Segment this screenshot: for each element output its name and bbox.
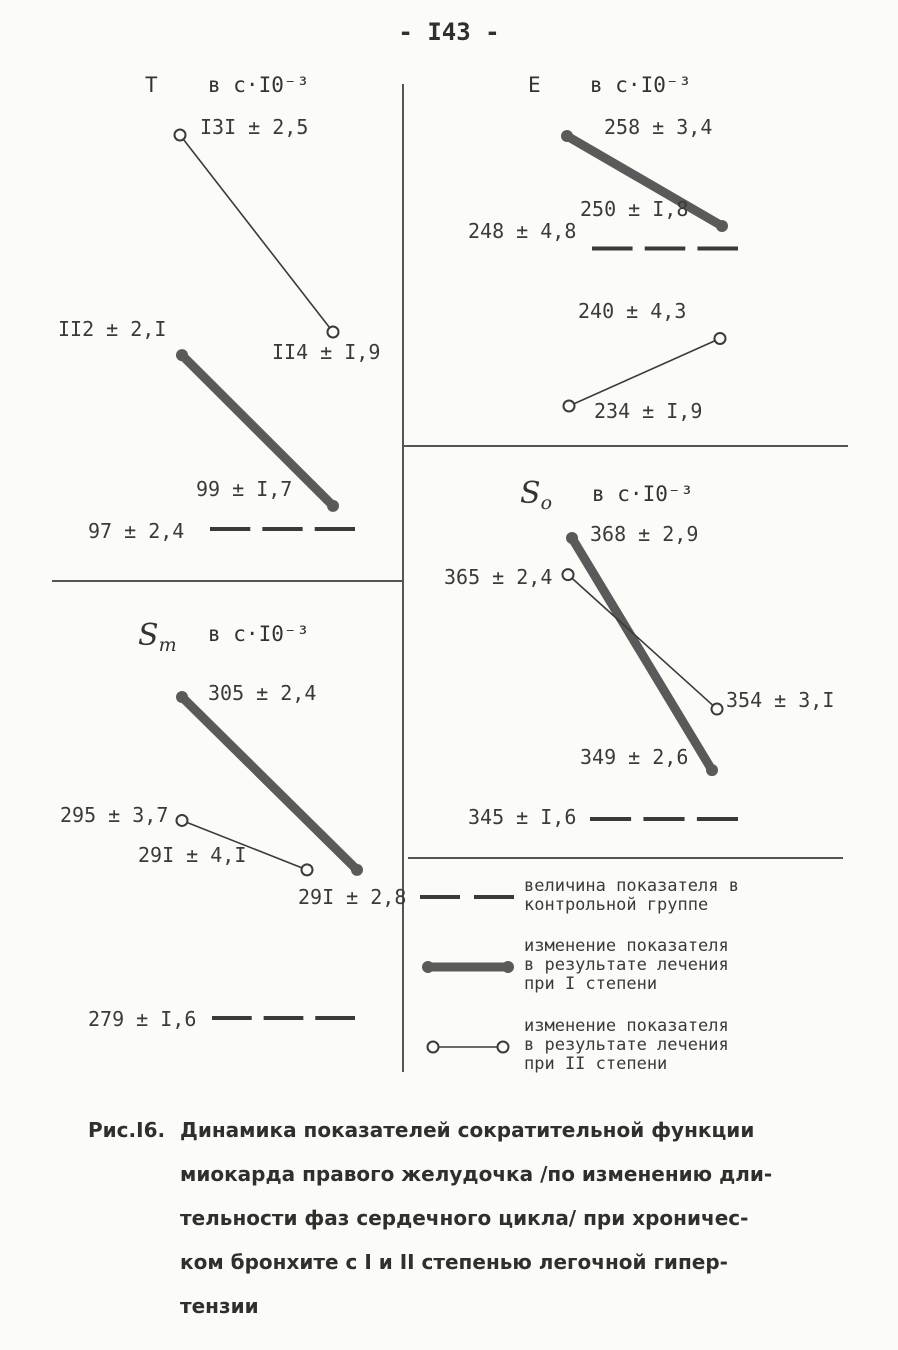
panel-t-unit: в с·I0⁻³ [208, 73, 310, 97]
t-degree1-end-label: 99 ± I,7 [196, 477, 293, 501]
so-degree2-line [568, 575, 717, 709]
sm-degree1-end-label: 29I ± 2,8 [298, 885, 407, 909]
panel-so-symbol: $S_o$ [520, 476, 553, 514]
so-degree1-line [572, 538, 712, 770]
so-degree1-point-start [566, 532, 578, 544]
e-degree1-point-end [716, 220, 728, 232]
sm-degree1-point-end [351, 864, 363, 876]
t-degree2-end-label: II4 ± I,9 [272, 340, 381, 364]
e-degree2-point-start [564, 401, 575, 412]
sm-control-label: 279 ± I,6 [88, 1007, 197, 1031]
caption-first-line: Динамика показателей сократительной функции [180, 1118, 755, 1142]
so-control-label: 345 ± I,6 [468, 805, 577, 829]
legend-control-text: величина показателя в контрольной группе [524, 876, 739, 915]
so-degree2-start-label: 365 ± 2,4 [444, 565, 553, 589]
sm-degree2-start-label: 295 ± 3,7 [60, 803, 169, 827]
t-degree2-point-end [328, 327, 339, 338]
page-number: - I43 - [398, 18, 500, 46]
t-degree1-start-label: II2 ± 2,I [58, 317, 167, 341]
panel-e-unit: в с·I0⁻³ [590, 73, 692, 97]
so-degree1-point-end [706, 764, 718, 776]
panel-so-unit: в с·I0⁻³ [592, 482, 694, 506]
so-degree2-point-end [712, 704, 723, 715]
t-degree2-line [180, 135, 333, 332]
caption-rest: миокарда правого желудочка /по изменению дли- тельности фаз сердечного цикла/ при хроничес- ком бронхите с I и II степенью легочной гипер- тензии [180, 1162, 773, 1318]
t-degree2-start-label: I3I ± 2,5 [200, 115, 309, 139]
e-degree2-line [569, 339, 720, 407]
sm-degree1-start-label: 305 ± 2,4 [208, 681, 317, 705]
e-degree2-point-end [715, 333, 726, 344]
figure-caption [88, 1108, 808, 1328]
so-degree2-end-label: 354 ± 3,I [726, 688, 835, 712]
legend-degree1-symbol [422, 961, 514, 973]
panel-e-symbol: E [528, 73, 541, 97]
legend-degree2-symbol [428, 1042, 509, 1053]
e-degree1-point-start [561, 130, 573, 142]
t-degree1-point-end [327, 500, 339, 512]
t-degree1-point-start [176, 349, 188, 361]
e-degree2-end-label: 240 ± 4,3 [578, 299, 687, 323]
e-degree1-end-label: 250 ± I,8 [580, 197, 689, 221]
sm-degree2-point-start [177, 815, 188, 826]
legend-degree1-text: изменение показателя в результате лечения при I степени [524, 936, 729, 994]
so-degree2-point-start [563, 569, 574, 580]
panel-sm-symbol: $S_m$ [138, 618, 177, 656]
sm-degree1-point-start [176, 691, 188, 703]
caption-prefix: Рис.I6. [88, 1118, 166, 1142]
panel-sm-unit: в с·I0⁻³ [208, 622, 310, 646]
legend-degree2-text: изменение показателя в результате лечения при II степени [524, 1016, 729, 1074]
so-degree1-end-label: 349 ± 2,6 [580, 745, 689, 769]
so-degree1-start-label: 368 ± 2,9 [590, 522, 699, 546]
e-degree2-start-label: 234 ± I,9 [594, 399, 703, 423]
t-control-label: 97 ± 2,4 [88, 519, 185, 543]
sm-degree2-point-end [302, 864, 313, 875]
e-degree1-start-label: 258 ± 3,4 [604, 115, 713, 139]
panel-t-symbol: T [145, 73, 158, 97]
t-degree2-point-start [175, 130, 186, 141]
sm-degree2-end-label: 29I ± 4,I [138, 843, 247, 867]
e-control-label: 248 ± 4,8 [468, 219, 577, 243]
